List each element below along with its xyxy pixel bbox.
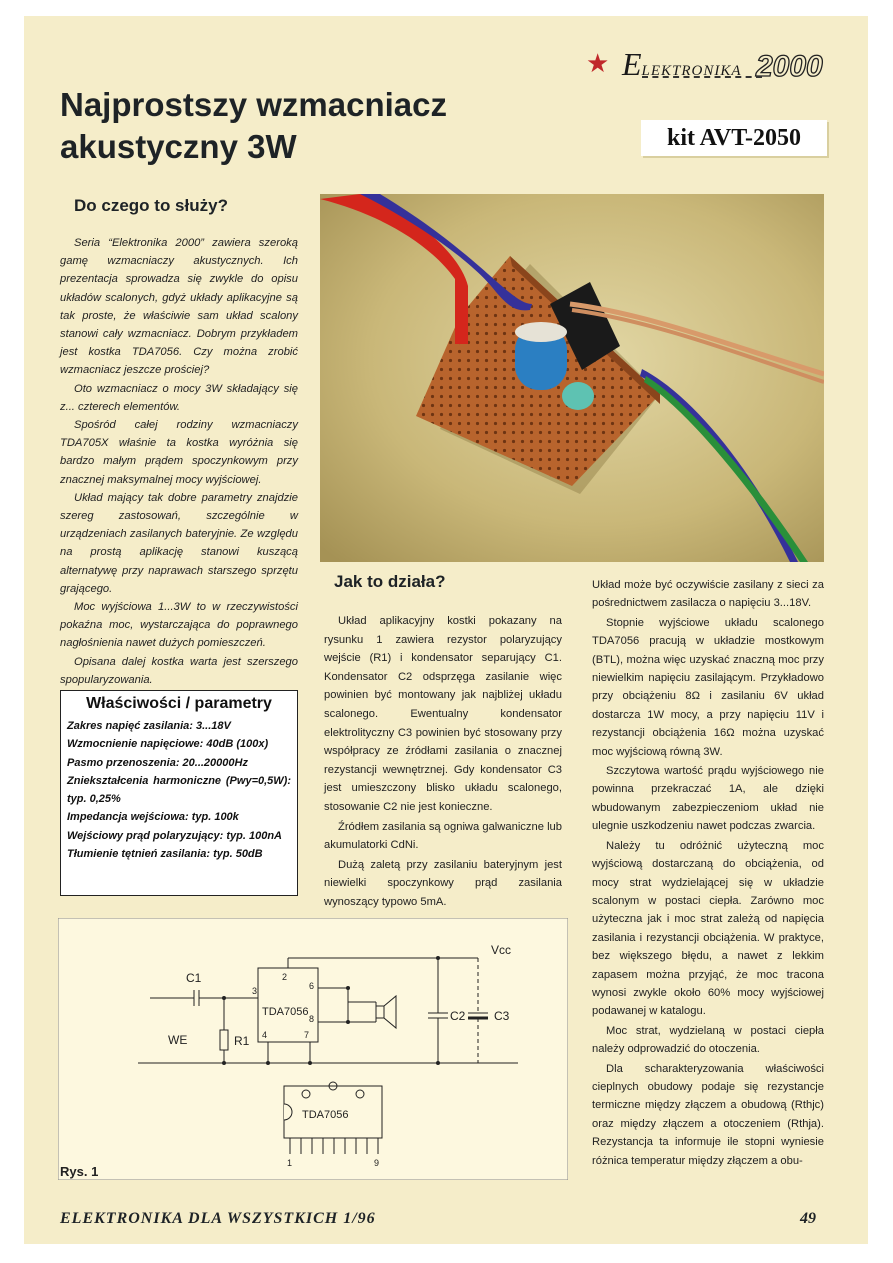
how-it-works-column — [324, 612, 562, 913]
magazine-page — [24, 16, 868, 1244]
amplifier-photo-illustration — [320, 194, 824, 562]
right-column — [592, 576, 824, 1171]
paragraph: Oto wzmacniacz o mocy 3W składający się z... czterech elementów. — [60, 382, 298, 413]
package-label: TDA7056 — [302, 1109, 349, 1121]
kit-label: kit AVT-2050 — [641, 120, 827, 156]
paragraph: Układ mający tak dobre parametry znajdzie szereg zastosowań, szczególnie w urządzeniach zasilanych bateryjnie. Ze względu na prostą aplikację stanowi kuszącą alternatywę przy naprawach starszego sprzętu grającego. — [60, 491, 298, 595]
parameter-item: Zniekształcenia harmoniczne (Pwy=0,5W): typ. 0,25% — [67, 774, 291, 806]
input-label: WE — [168, 1033, 188, 1047]
paragraph: Dla scharakteryzowania właściwości cieplnych obudowy podaje się rezystancje termiczne między złączem a obudową (Rthjc) oraz między złączem a otoczeniem (Rthja). Rezystancja ta informuje ile stopni wyniesie różnica temperatur między złączem a obu- — [592, 1062, 824, 1167]
page-number: 49 — [800, 1210, 816, 1227]
parameters-box — [60, 690, 298, 896]
pin-label: 3 — [252, 986, 258, 996]
paragraph: Szczytowa wartość prądu wyjściowego nie powinna przekraczać 1A, ale dzięki wbudowanym zabezpieczeniom układ nie ulegnie uszkodzeniu nawet podczas zwarcia. — [592, 765, 824, 833]
amplifier-photo — [320, 194, 824, 562]
pin-label: 8 — [309, 1014, 315, 1024]
pin-label: 2 — [282, 972, 288, 982]
paragraph: Stopnie wyjściowe układu scalonego TDA7056 pracują w układzie mostkowym (BTL), można więc uzyskać znaczną moc przy niewielkim napięciu zasilającym. Przykładowo przy obciążeniu 8Ω i zasilaniu 6V układ dostarcza 1W mocy, a przy napięciu 11V i rezystancji obciążenia 16Ω można uzyskać moc wyjściową równą 3W. — [592, 616, 824, 758]
parameter-item: Impedancja wejściowa: typ. 100k — [67, 811, 239, 824]
paragraph: Opisana dalej kostka warta jest szerszego spopularyzowania. — [60, 655, 298, 686]
section-heading-how-it-works: Jak to działa? — [334, 572, 446, 591]
parameter-item: Wzmocnienie napięciowe: 40dB (100x) — [67, 738, 269, 751]
paragraph: Źródłem zasilania są ogniwa galwaniczne lub akumulatorki CdNi. — [324, 820, 562, 852]
masthead-year: 2000 — [756, 50, 823, 83]
masthead-dashes — [642, 76, 762, 78]
paragraph: Seria “Elektronika 2000” zawiera szeroką gamę wzmacniaczy akustycznych. Ich prezentacja sprowadza się zwykle do opisu układów scalonych, gdyż układy aplikacyjne są tak proste, że właściwie sam układ scalony stanowi cały wzmacniacz. Dobrym przykładem jest kostka TDA7056. Czy można zrobić wzmacniacz jeszcze prościej? — [60, 237, 298, 377]
pin-label: 4 — [262, 1030, 268, 1040]
pin-label: 7 — [304, 1030, 310, 1040]
parameter-item: Zakres napięć zasilania: 3...18V — [67, 720, 231, 732]
c3-label: C3 — [494, 1009, 510, 1023]
figure-caption: Rys. 1 — [60, 1164, 99, 1179]
c1-label: C1 — [186, 971, 202, 985]
journal-footer: ELEKTRONIKA DLA WSZYSTKICH 1/96 — [60, 1210, 376, 1227]
title-line1: Najprostszy wzmacniacz — [60, 86, 447, 123]
parameters-list — [67, 717, 291, 863]
masthead-brand: ELEKTRONIKA — [622, 46, 742, 82]
title-line2: akustyczny 3W — [60, 128, 297, 165]
article-title — [60, 84, 580, 168]
circuit-diagram — [58, 918, 568, 1180]
pin-label: 1 — [287, 1158, 293, 1168]
paragraph: Układ może być oczywiście zasilany z sieci za pośrednictwem zasilacza o napięciu 3...18V. — [592, 579, 824, 610]
parameter-item: Tłumienie tętnień zasilania: typ. 50dB — [67, 848, 263, 861]
pin-label: 9 — [374, 1158, 380, 1168]
vcc-label: Vcc — [491, 943, 512, 957]
c2-label: C2 — [450, 1009, 466, 1023]
pin-label: 6 — [309, 981, 315, 991]
star-icon: ★ — [586, 48, 610, 78]
paragraph: Moc wyjściowa 1...3W to w rzeczywistości pokaźna moc, wystarczająca do poprawnego nagłośnienia nawet dużych pomieszczeń. — [60, 601, 298, 650]
paragraph: Dużą zaletą przy zasilaniu bateryjnym jest niewielki spoczynkowy prąd zasilania wynoszący typowo 5mA. — [324, 858, 562, 908]
intro-column — [60, 234, 298, 689]
parameters-heading: Właściwości / parametry — [86, 695, 272, 712]
masthead-logo — [586, 46, 836, 86]
paragraph: Spośród całej rodziny wzmacniaczy TDA705X właśnie ta kostka wyróżnia się bardzo małym prądem spoczynkowym przy znacznej maksymalnej mocy wyjściowej. — [60, 419, 298, 486]
r1-label: R1 — [234, 1034, 250, 1048]
paragraph: Moc strat, wydzielaną w postaci ciepła należy odprowadzić do otoczenia. — [592, 1024, 824, 1056]
section-heading-purpose: Do czego to służy? — [74, 196, 228, 215]
paragraph: Układ aplikacyjny kostki pokazany na rysunku 1 zawiera rezystor polaryzujący wejście (R1) i kondensator separujący C1. Kondensator C2 odsprzęga zasilanie więc powinien być montowany jak najbliżej układu scalonego. Ewentualny kondensator elektrolityczny C3 powinien być stosowany przy współpracy ze źródłami zasilania o znacznej rezystancji wewnętrznej. Gdy kondensator C3 jest umieszczony blisko układu scalonego, stosowanie C2 nie jest konieczne. — [324, 615, 562, 813]
ic-label: TDA7056 — [262, 1006, 309, 1018]
paragraph: Należy tu odróżnić użyteczną moc wyjściową dostarczaną do obciążenia, od mocy strat wydzielającej się w układzie scalonym w postaci ciepła. Zarówno moc użyteczna jak i moc strat zależą od napięcia zasilania i rezystancji obciążenia. W praktyce, bez większego błędu, a nawet z lekkim zapasem można przyjąć, że moc tracona wynosi zwykle około 60% mocy wyjściowej podawanej w katalogu. — [592, 839, 824, 1018]
parameter-item: Wejściowy prąd polaryzujący: typ. 100nA — [67, 829, 282, 842]
circuit-figure — [58, 918, 568, 1180]
parameter-item: Pasmo przenoszenia: 20...20000Hz — [67, 756, 248, 769]
